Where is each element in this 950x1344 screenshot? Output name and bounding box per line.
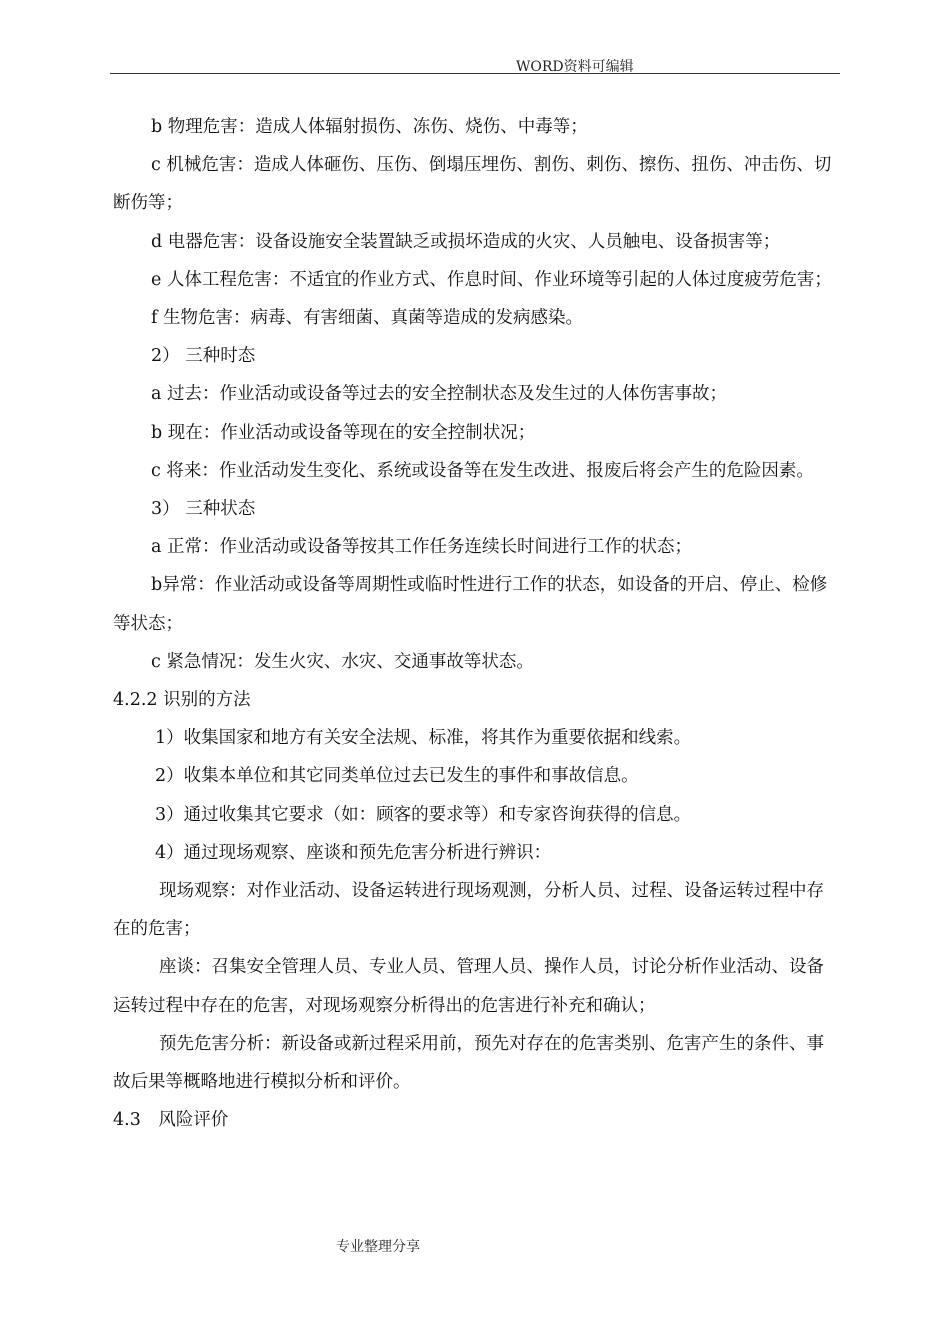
hazard-physical: b 物理危害：造成人体辐射损伤、冻伤、烧伤、中毒等； xyxy=(151,117,588,137)
header-divider xyxy=(110,73,840,74)
hazard-electrical: d 电器危害：设备设施安全装置缺乏或损坏造成的火灾、人员触电、设备损害等； xyxy=(151,231,781,252)
method-item-4: 4）通过现场观察、座谈和预先危害分析进行辨识： xyxy=(155,842,552,863)
method-item-3: 3）通过收集其它要求（如：顾客的要求等）和专家咨询获得的信息。 xyxy=(155,804,692,825)
state-emergency: c 紧急情况：发生火灾、水灾、交通事故等状态。 xyxy=(151,651,534,672)
hazard-mechanical: c 机械危害：造成人体砸伤、压伤、倒塌压埋伤、割伤、刺伤、擦伤、扭伤、冲击伤、切断伤等； xyxy=(113,155,832,214)
method-discussion: 座谈：召集安全管理人员、专业人员、管理人员、操作人员，讨论分析作业活动、设备运转过程中存在的危害，对现场观察分析得出的危害进行补充和确认； xyxy=(113,957,824,1016)
document-body xyxy=(113,108,841,1139)
method-item-1: 1）收集国家和地方有关安全法规、标准，将其作为重要依据和线索。 xyxy=(155,728,692,749)
method-preliminary-analysis: 预先危害分析：新设备或新过程采用前，预先对存在的危害类别、危害产生的条件、事故后果等概略地进行模拟分析和评价。 xyxy=(113,1033,824,1093)
section-heading-4-2-2: 4.2.2 识别的方法 xyxy=(113,690,251,711)
section-three-tenses: 2） 三种时态 xyxy=(151,346,256,367)
state-normal: a 正常：作业活动或设备等按其工作任务连续长时间进行工作的状态； xyxy=(151,537,692,558)
tense-present: b 现在：作业活动或设备等现在的安全控制状况； xyxy=(151,422,536,443)
page-footer-text: 专业整理分享 xyxy=(336,1239,420,1255)
page-header-text: WORD资料可编辑 xyxy=(516,59,634,75)
method-site-observation: 现场观察：对作业活动、设备运转进行现场观测，分析人员、过程、设备运转过程中存在的危害； xyxy=(113,881,824,940)
section-heading-4-3: 4.3 风险评价 xyxy=(113,1110,229,1131)
tense-past: a 过去：作业活动或设备等过去的安全控制状态及发生过的人体伤害事故； xyxy=(151,384,727,405)
section-three-states: 3） 三种状态 xyxy=(151,499,256,520)
tense-future: c 将来：作业活动发生变化、系统或设备等在发生改进、报废后将会产生的危险因素。 xyxy=(151,460,814,481)
hazard-biological: f 生物危害：病毒、有害细菌、真菌等造成的发病感染。 xyxy=(151,308,584,329)
state-abnormal: b异常：作业活动或设备等周期性或临时性进行工作的状态，如设备的开启、停止、检修等状态； xyxy=(113,575,828,634)
hazard-ergonomic: e 人体工程危害：不适宜的作业方式、作息时间、作业环境等引起的人体过度疲劳危害； xyxy=(151,269,832,290)
method-item-2: 2）收集本单位和其它同类单位过去已发生的事件和事故信息。 xyxy=(155,766,639,787)
